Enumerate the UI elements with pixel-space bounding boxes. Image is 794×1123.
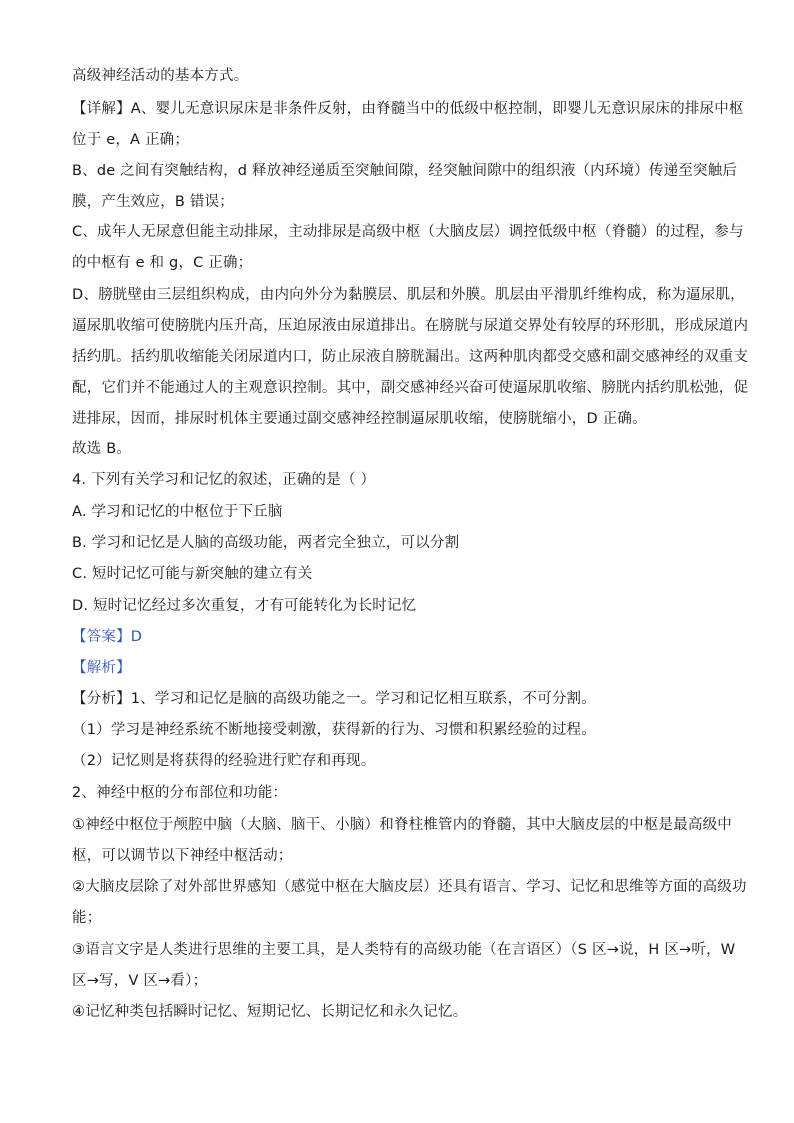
text-line: 故选 B。: [72, 441, 132, 457]
option-a: A. 学习和记忆的中枢位于下丘脑: [72, 504, 283, 520]
text-line: 【详解】A、婴儿无意识尿床是非条件反射，由脊髓当中的低级中枢控制，即婴儿无意识尿床的排尿中枢: [72, 101, 744, 117]
text-line: ②大脑皮层除了对外部世界感知（感觉中枢在大脑皮层）还具有语言、学习、记忆和思维等方面的高级功: [72, 879, 747, 895]
text-line: ④记忆种类包括瞬时记忆、短期记忆、长期记忆和永久记忆。: [72, 1004, 468, 1020]
text-line: 高级神经活动的基本方式。: [72, 68, 249, 84]
text-line: （2）记忆则是将获得的经验进行贮存和再现。: [72, 753, 376, 769]
text-line: 逼尿肌收缩可使膀胱内压升高，压迫尿液由尿道排出。在膀胱与尿道交界处有较厚的环形肌，形成尿道内: [72, 318, 749, 334]
text-line: 膜，产生效应，B 错误；: [72, 194, 234, 210]
text-line: ③语言文字是人类进行思维的主要工具，是人类特有的高级功能（在言语区）（S 区→说，H 区→听，W: [72, 942, 736, 958]
text-line: C、成年人无尿意但能主动排尿，主动排尿是高级中枢（大脑皮层）调控低级中枢（脊髓）的过程，参与: [72, 224, 744, 240]
text-line: 括约肌。括约肌收缩能关闭尿道内口，防止尿液自膀胱漏出。这两种肌肉都受交感和副交感神经的双重支: [72, 349, 749, 365]
text-line: 的中枢有 e 和 g，C 正确；: [72, 255, 253, 271]
text-line: D、膀胱壁由三层组织构成，由内向外分为黏膜层、肌层和外膜。肌层由平滑肌纤维构成，称为逼尿肌，: [72, 287, 745, 303]
question-stem: 4. 下列有关学习和记忆的叙述，正确的是（ ）: [72, 472, 376, 488]
text-line: 能；: [72, 910, 102, 926]
text-line: 区→写，V 区→看）；: [72, 973, 208, 989]
analysis-label: 【解析】: [72, 660, 131, 676]
text-line: ①神经中枢位于颅腔中脑（大脑、脑干、小脑）和脊柱椎管内的脊髓，其中大脑皮层的中枢是最高级中: [72, 817, 732, 833]
text-line: 位于 e，A 正确；: [72, 132, 190, 148]
text-line: 进排尿，因而，排尿时机体主要通过副交感神经控制逼尿肌收缩，使膀胱缩小，D 正确。: [72, 411, 647, 427]
text-line: （1）学习是神经系统不断地接受刺激，获得新的行为、习惯和积累经验的过程。: [72, 722, 596, 738]
option-d: D. 短时记忆经过多次重复，才有可能转化为长时记忆: [72, 598, 417, 614]
option-c: C. 短时记忆可能与新突触的建立有关: [72, 566, 313, 582]
text-line: B、de 之间有突触结构，d 释放神经递质至突触间隙，经突触间隙中的组织液（内环境）传递至突触后: [72, 163, 738, 179]
text-line: 配，它们并不能通过人的主观意识控制。其中，副交感神经兴奋可使逼尿肌收缩、膀胱内括约肌松弛，促: [72, 380, 749, 396]
text-line: 2、神经中枢的分布部位和功能：: [72, 785, 288, 801]
answer-label: 【答案】D: [72, 629, 143, 645]
text-line: 【分析】1、学习和记忆是脑的高级功能之一。学习和记忆相互联系，不可分割。: [72, 691, 596, 707]
option-b: B. 学习和记忆是人脑的高级功能，两者完全独立，可以分割: [72, 535, 460, 551]
text-line: 枢，可以调节以下神经中枢活动；: [72, 848, 293, 864]
